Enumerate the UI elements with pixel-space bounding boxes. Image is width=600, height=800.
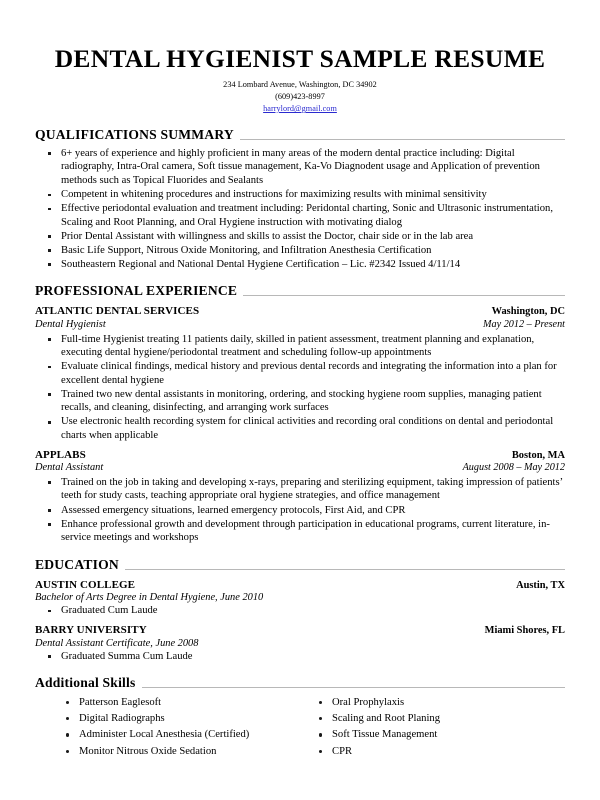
job-dates: May 2012 – Present: [483, 319, 565, 330]
skills-column-right: [300, 695, 565, 760]
skills-list: [310, 695, 565, 760]
job-duties-list: [35, 476, 565, 545]
section-rule: [243, 295, 565, 296]
list-item: Soft Tissue Management: [310, 727, 565, 743]
school-location: Miami Shores, FL: [484, 624, 565, 636]
job-duties-list: [35, 333, 565, 443]
employer-name: ATLANTIC DENTAL SERVICES: [35, 305, 200, 318]
section-professional-experience: [35, 284, 565, 544]
section-header: [35, 676, 565, 691]
section-header: [35, 558, 565, 573]
school-credential: Bachelor of Arts Degree in Dental Hygiene, June 2010: [35, 592, 264, 604]
section-title: EDUCATION: [35, 556, 119, 572]
skills-grid: [35, 695, 565, 760]
list-item: Full-time Hygienist treating 11 patients daily, skilled in patient assessment, treatment planning and explanation, executing dental hygiene/periodontal treatment and scheduling follow-up appointments: [35, 333, 565, 360]
list-item: Competent in whitening procedures and instructions for maximizing results with minimal sensitivity: [35, 188, 565, 202]
entry-role-row: [35, 462, 565, 475]
list-item: Monitor Nitrous Oxide Sedation: [57, 744, 300, 760]
resume-header: [35, 44, 565, 115]
list-item: Assessed emergency situations, learned emergency protocols, First Aid, and CPR: [35, 504, 565, 518]
contact-email-line: [35, 103, 565, 115]
page-title: DENTAL HYGIENIST SAMPLE RESUME: [54, 44, 546, 73]
school-credential: Dental Assistant Certificate, June 2008: [35, 637, 199, 649]
school-name: BARRY UNIVERSITY: [35, 623, 147, 636]
section-qualifications-summary: [35, 128, 565, 271]
list-item: Graduated Cum Laude: [35, 604, 565, 618]
employer-name: APPLABS: [35, 448, 86, 461]
contact-address: 234 Lombard Avenue, Washington, DC 34902: [223, 80, 377, 90]
entry-role-row: [35, 319, 565, 332]
entry-org-row: [35, 305, 565, 319]
section-additional-skills: [35, 676, 565, 760]
experience-entry: [35, 305, 565, 442]
list-item: Scaling and Root Planing: [310, 711, 565, 727]
skills-column-left: [35, 695, 300, 760]
education-honors-list: [35, 604, 565, 618]
experience-entry: [35, 449, 565, 545]
job-dates: August 2008 – May 2012: [462, 462, 565, 474]
section-rule: [125, 569, 565, 570]
education-honors-list: [35, 650, 565, 664]
school-name: AUSTIN COLLEGE: [35, 578, 136, 591]
section-rule: [142, 687, 566, 688]
education-entry: [35, 579, 565, 618]
section-title: PROFESSIONAL EXPERIENCE: [35, 283, 238, 299]
list-item: Effective periodontal evaluation and treatment including: Peridontal charting, Sonic and Ultrasonic instrumentation, Scaling and Root Planning, and Oral Hygiene instruction with motivating dialog: [35, 202, 565, 229]
contact-phone: (609)423-8997: [275, 92, 325, 102]
list-item: 6+ years of experience and highly proficient in many areas of the modern dental practice including: Digital radiography, Intra-Oral camera, Soft tissue management, Ka-Vo Diagnodent usage and Application of prevention methods such as Topical Fluorides and Sealants: [35, 147, 565, 188]
employer-location: Boston, MA: [511, 449, 565, 461]
job-title: Dental Assistant: [35, 462, 104, 474]
qualifications-list: [35, 147, 565, 271]
list-item: Enhance professional growth and development through participation in educational programs, current literature, in-service meetings and workshops: [35, 518, 565, 545]
list-item: Patterson Eaglesoft: [57, 695, 300, 711]
section-title: Additional Skills: [35, 675, 136, 691]
list-item: Oral Prophylaxis: [310, 695, 565, 711]
section-header: [35, 284, 565, 299]
employer-location: Washington, DC: [491, 306, 565, 318]
section-title: QUALIFICATIONS SUMMARY: [35, 126, 234, 142]
job-title: Dental Hygienist: [35, 319, 106, 330]
entry-org-row: [35, 579, 565, 593]
section-education: [35, 558, 565, 663]
list-item: Basic Life Support, Nitrous Oxide Monitoring, and Infiltration Anesthesia Certification: [35, 244, 565, 258]
list-item: Trained two new dental assistants in monitoring, ordering, and stocking hygiene room supplies, managing patient recalls, and cleaning, disinfecting, and arranging work surfaces: [35, 388, 565, 415]
list-item: Digital Radiographs: [57, 711, 300, 727]
list-item: CPR: [310, 744, 565, 760]
list-item: Use electronic health recording system for clinical activities and recording oral conditions on dental and periodontal charts when applicable: [35, 415, 565, 442]
list-item: Graduated Summa Cum Laude: [35, 650, 565, 664]
entry-org-row: [35, 449, 565, 463]
list-item: Administer Local Anesthesia (Certified): [57, 727, 300, 743]
list-item: Trained on the job in taking and developing x-rays, preparing and sterilizing equipment, taking impression of patients’ teeth for study casts, teaching appropriate oral hygiene strategies, and office management: [35, 476, 565, 503]
section-rule: [240, 139, 565, 140]
education-entry: [35, 624, 565, 663]
section-header: [35, 128, 565, 143]
entry-org-row: [35, 624, 565, 638]
skills-list: [57, 695, 300, 760]
school-location: Austin, TX: [516, 579, 565, 591]
contact-email-link[interactable]: harrylord@gmail.com: [263, 104, 337, 114]
list-item: Evaluate clinical findings, medical history and previous dental records and integrating the information into a plan for excellent dental hygiene: [35, 360, 565, 387]
list-item: Southeastern Regional and National Dental Hygiene Certification – Lic. #2342 Issued 4/11/14: [35, 258, 565, 272]
list-item: Prior Dental Assistant with willingness and skills to assist the Doctor, chair side or in the lab area: [35, 230, 565, 244]
